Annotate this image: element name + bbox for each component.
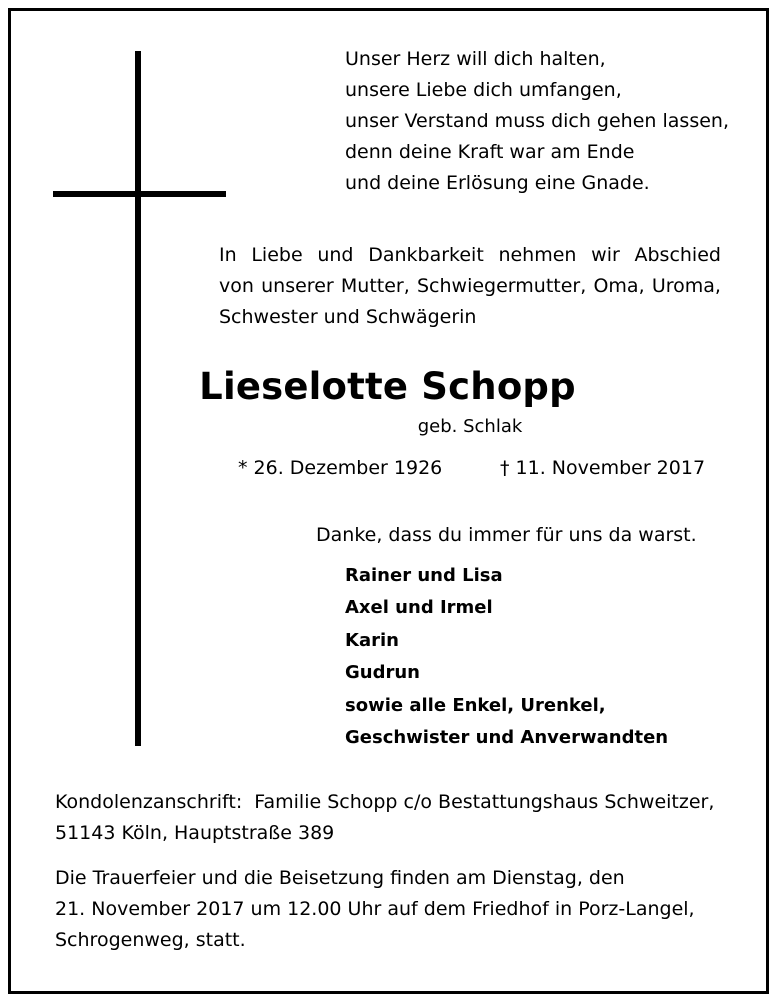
intro-word: nehmen: [498, 244, 577, 266]
cross-icon-crossbar: [53, 191, 226, 197]
poem-line: unsere Liebe dich umfangen,: [345, 79, 622, 101]
poem-line: unser Verstand muss dich gehen lassen,: [345, 110, 729, 132]
intro-word: Abschied: [634, 244, 721, 266]
intro-word: Oma,: [593, 275, 645, 297]
family-member: Axel und Irmel: [345, 597, 493, 619]
ceremony-line: 21. November 2017 um 12.00 Uhr auf dem Friedhof in Porz-Langel,: [55, 898, 695, 920]
thanks-line: Danke, dass du immer für uns da warst.: [316, 524, 697, 546]
death-date: † 11. November 2017: [500, 457, 706, 479]
intro-word: wir: [591, 244, 620, 266]
ceremony-line: Die Trauerfeier und die Beisetzung finden am Dienstag, den: [55, 867, 625, 889]
family-member: Geschwister und Anverwandten: [345, 727, 669, 749]
family-member: Gudrun: [345, 662, 420, 684]
intro-word: Liebe: [251, 244, 303, 266]
poem-line: denn deine Kraft war am Ende: [345, 141, 635, 163]
family-member: Karin: [345, 629, 399, 651]
intro-word: Dankbarkeit: [368, 244, 484, 266]
intro-word: In: [219, 244, 237, 266]
condolence-line: Kondolenzanschrift: Familie Schopp c/o Bestattungshaus Schweitzer,: [55, 791, 715, 813]
poem: [345, 44, 729, 199]
family-member: sowie alle Enkel, Urenkel,: [345, 694, 606, 716]
deceased-name: Lieselotte Schopp: [199, 365, 576, 408]
intro-word: und: [317, 244, 354, 266]
family-signatures: [345, 560, 668, 754]
intro-word: Mutter,: [340, 275, 410, 297]
ceremony-line: Schrogenweg, statt.: [55, 929, 246, 951]
maiden-name: geb. Schlak: [417, 416, 523, 437]
birth-date: * 26. Dezember 1926: [238, 457, 443, 479]
ceremony-info: [55, 863, 695, 956]
condolence-address: [55, 787, 714, 849]
intro-line-2: [219, 271, 721, 302]
intro-text: [219, 240, 721, 333]
family-member: Rainer und Lisa: [345, 565, 503, 586]
intro-line-3: Schwester und Schwägerin: [219, 306, 477, 328]
intro-word: von: [219, 275, 254, 297]
intro-line-1: [219, 240, 721, 271]
intro-word: unserer: [261, 275, 334, 297]
condolence-line: 51143 Köln, Hauptstraße 389: [55, 822, 335, 844]
intro-word: Schwiegermutter,: [416, 275, 587, 297]
poem-line: Unser Herz will dich halten,: [345, 48, 606, 70]
intro-word: Uroma,: [651, 275, 721, 297]
poem-line: und deine Erlösung eine Gnade.: [345, 172, 650, 194]
